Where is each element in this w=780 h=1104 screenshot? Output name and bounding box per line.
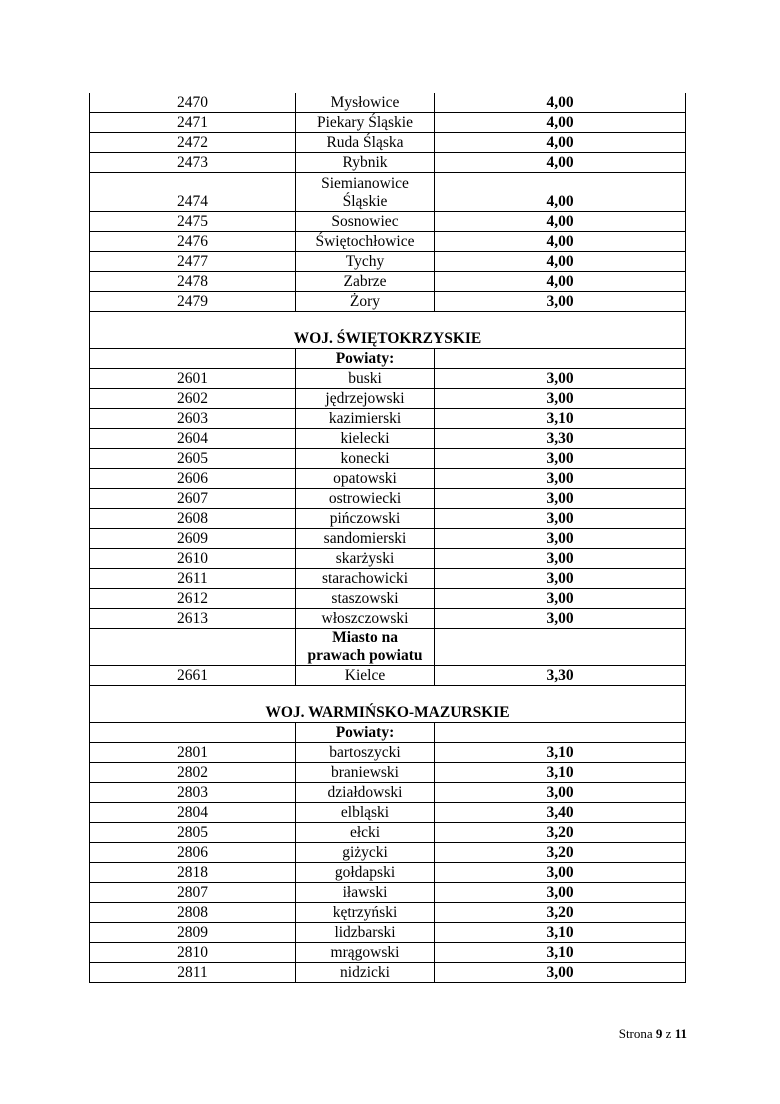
- row-code: 2806: [90, 843, 296, 863]
- row-code: 2605: [90, 449, 296, 469]
- row-value: 3,10: [435, 763, 686, 783]
- row-name: Rybnik: [296, 153, 435, 173]
- row-code: 2804: [90, 803, 296, 823]
- row-name: elbląski: [296, 803, 435, 823]
- row-name: jędrzejowski: [296, 389, 435, 409]
- row-name: kazimierski: [296, 409, 435, 429]
- row-name: [296, 173, 435, 212]
- row-code: 2607: [90, 489, 296, 509]
- section-title: WOJ. ŚWIĘTOKRZYSKIE: [90, 312, 686, 349]
- row-value: 3,30: [435, 429, 686, 449]
- city-header-label: [296, 629, 435, 666]
- city-header-empty-cell: [435, 629, 686, 666]
- row-value: 3,10: [435, 743, 686, 763]
- row-name: nidzicki: [296, 963, 435, 983]
- row-code: 2602: [90, 389, 296, 409]
- row-code: 2479: [90, 292, 296, 312]
- table-row: [90, 489, 686, 509]
- row-name: sandomierski: [296, 529, 435, 549]
- row-name-line: Siemianowice: [321, 175, 409, 192]
- row-value: 3,00: [435, 783, 686, 803]
- row-value: 3,00: [435, 549, 686, 569]
- city-header-line: prawach powiatu: [307, 647, 423, 664]
- row-value: 3,00: [435, 469, 686, 489]
- table-row: [90, 113, 686, 133]
- subheader-row: [90, 349, 686, 369]
- row-code: 2478: [90, 272, 296, 292]
- row-value: 4,00: [435, 252, 686, 272]
- row-value: 3,00: [435, 589, 686, 609]
- row-code: 2611: [90, 569, 296, 589]
- row-code: 2608: [90, 509, 296, 529]
- page-footer: [619, 1026, 687, 1042]
- row-name: ełcki: [296, 823, 435, 843]
- row-name: Ruda Śląska: [296, 133, 435, 153]
- row-name: skarżyski: [296, 549, 435, 569]
- row-value: 3,20: [435, 843, 686, 863]
- row-code: 2603: [90, 409, 296, 429]
- rates-table: [89, 93, 686, 983]
- row-value: 3,20: [435, 903, 686, 923]
- table-row: [90, 272, 686, 292]
- row-code: 2613: [90, 609, 296, 629]
- footer-separator: z: [665, 1026, 672, 1041]
- subheader-empty-cell: [90, 349, 296, 369]
- row-value: 3,00: [435, 369, 686, 389]
- row-name: starachowicki: [296, 569, 435, 589]
- row-value: 3,40: [435, 803, 686, 823]
- subheader-label: Powiaty:: [296, 723, 435, 743]
- row-code: 2803: [90, 783, 296, 803]
- row-value: 3,10: [435, 943, 686, 963]
- row-code: 2805: [90, 823, 296, 843]
- table-row: [90, 963, 686, 983]
- row-value: 3,00: [435, 389, 686, 409]
- table-row: [90, 369, 686, 389]
- row-name: kielecki: [296, 429, 435, 449]
- row-name: braniewski: [296, 763, 435, 783]
- row-code: 2473: [90, 153, 296, 173]
- table-row: [90, 763, 686, 783]
- row-code: 2604: [90, 429, 296, 449]
- table-row: [90, 903, 686, 923]
- row-value: 3,00: [435, 569, 686, 589]
- row-value: 4,00: [435, 113, 686, 133]
- row-value: 4,00: [435, 133, 686, 153]
- row-code: 2475: [90, 212, 296, 232]
- row-name: lidzbarski: [296, 923, 435, 943]
- row-code: 2809: [90, 923, 296, 943]
- row-value: 3,00: [435, 883, 686, 903]
- row-value: 3,30: [435, 666, 686, 686]
- table-row: [90, 863, 686, 883]
- footer-page-total: 11: [674, 1026, 687, 1041]
- table-row: [90, 666, 686, 686]
- table-body: [90, 93, 686, 983]
- table-row: [90, 153, 686, 173]
- table-row: [90, 292, 686, 312]
- row-name: Zabrze: [296, 272, 435, 292]
- row-code: 2661: [90, 666, 296, 686]
- row-value: 3,00: [435, 609, 686, 629]
- table-row: [90, 843, 686, 863]
- row-code: 2606: [90, 469, 296, 489]
- table-row: [90, 923, 686, 943]
- table-row: [90, 133, 686, 153]
- row-code: 2802: [90, 763, 296, 783]
- subheader-row: [90, 723, 686, 743]
- row-code: 2818: [90, 863, 296, 883]
- row-name: Mysłowice: [296, 93, 435, 113]
- table-row: [90, 803, 686, 823]
- row-code: 2811: [90, 963, 296, 983]
- subheader-empty-cell: [435, 723, 686, 743]
- row-name: giżycki: [296, 843, 435, 863]
- subheader-empty-cell: [90, 723, 296, 743]
- row-name: bartoszycki: [296, 743, 435, 763]
- table-row: [90, 212, 686, 232]
- row-name: Piekary Śląskie: [296, 113, 435, 133]
- table-row: [90, 589, 686, 609]
- table-row: [90, 389, 686, 409]
- table-row: [90, 743, 686, 763]
- row-value: 3,00: [435, 863, 686, 883]
- row-value: 3,00: [435, 449, 686, 469]
- row-value: 3,00: [435, 292, 686, 312]
- table-row: [90, 943, 686, 963]
- subheader-empty-cell: [435, 349, 686, 369]
- row-code: 2474: [90, 173, 296, 212]
- row-code: 2612: [90, 589, 296, 609]
- row-value: 4,00: [435, 173, 686, 212]
- row-name: iławski: [296, 883, 435, 903]
- row-code: 2472: [90, 133, 296, 153]
- subheader-label: Powiaty:: [296, 349, 435, 369]
- table-row: [90, 429, 686, 449]
- row-code: 2470: [90, 93, 296, 113]
- row-value: 3,00: [435, 963, 686, 983]
- row-code: 2476: [90, 232, 296, 252]
- row-value: 3,00: [435, 489, 686, 509]
- row-name: kętrzyński: [296, 903, 435, 923]
- footer-prefix: Strona: [618, 1026, 653, 1041]
- table-row: [90, 823, 686, 843]
- row-code: 2477: [90, 252, 296, 272]
- table-row: [90, 469, 686, 489]
- table-row: [90, 883, 686, 903]
- table-row: [90, 252, 686, 272]
- row-name: Tychy: [296, 252, 435, 272]
- row-name: Sosnowiec: [296, 212, 435, 232]
- city-header-line: Miasto na: [332, 629, 398, 646]
- table-row: [90, 609, 686, 629]
- row-code: 2801: [90, 743, 296, 763]
- table-row: [90, 409, 686, 429]
- row-name: staszowski: [296, 589, 435, 609]
- row-name: Kielce: [296, 666, 435, 686]
- section-header-row: [90, 686, 686, 723]
- city-header-empty-cell: [90, 629, 296, 666]
- table-row: [90, 549, 686, 569]
- row-name: pińczowski: [296, 509, 435, 529]
- section-header-row: [90, 312, 686, 349]
- row-name: włoszczowski: [296, 609, 435, 629]
- row-name: gołdapski: [296, 863, 435, 883]
- footer-page-number: 9: [655, 1026, 663, 1041]
- row-name: Świętochłowice: [296, 232, 435, 252]
- row-code: 2808: [90, 903, 296, 923]
- table-row: [90, 449, 686, 469]
- row-value: 4,00: [435, 93, 686, 113]
- table-row: [90, 783, 686, 803]
- table-row: [90, 173, 686, 212]
- row-name: ostrowiecki: [296, 489, 435, 509]
- row-value: 4,00: [435, 153, 686, 173]
- row-code: 2471: [90, 113, 296, 133]
- row-code: 2610: [90, 549, 296, 569]
- table-row: [90, 529, 686, 549]
- row-code: 2810: [90, 943, 296, 963]
- row-value: 3,10: [435, 923, 686, 943]
- table-row: [90, 232, 686, 252]
- section-title: WOJ. WARMIŃSKO-MAZURSKIE: [90, 686, 686, 723]
- row-value: 3,00: [435, 529, 686, 549]
- table-row: [90, 509, 686, 529]
- row-name: działdowski: [296, 783, 435, 803]
- row-value: 4,00: [435, 272, 686, 292]
- table-row: [90, 93, 686, 113]
- row-code: 2609: [90, 529, 296, 549]
- row-value: 3,10: [435, 409, 686, 429]
- row-name: Żory: [296, 292, 435, 312]
- row-value: 4,00: [435, 212, 686, 232]
- row-name: buski: [296, 369, 435, 389]
- row-name: mrągowski: [296, 943, 435, 963]
- city-header-row: [90, 629, 686, 666]
- table-row: [90, 569, 686, 589]
- row-code: 2807: [90, 883, 296, 903]
- row-code: 2601: [90, 369, 296, 389]
- row-name: konecki: [296, 449, 435, 469]
- row-value: 3,20: [435, 823, 686, 843]
- row-name-line: Śląskie: [342, 193, 388, 210]
- row-value: 3,00: [435, 509, 686, 529]
- row-value: 4,00: [435, 232, 686, 252]
- row-name: opatowski: [296, 469, 435, 489]
